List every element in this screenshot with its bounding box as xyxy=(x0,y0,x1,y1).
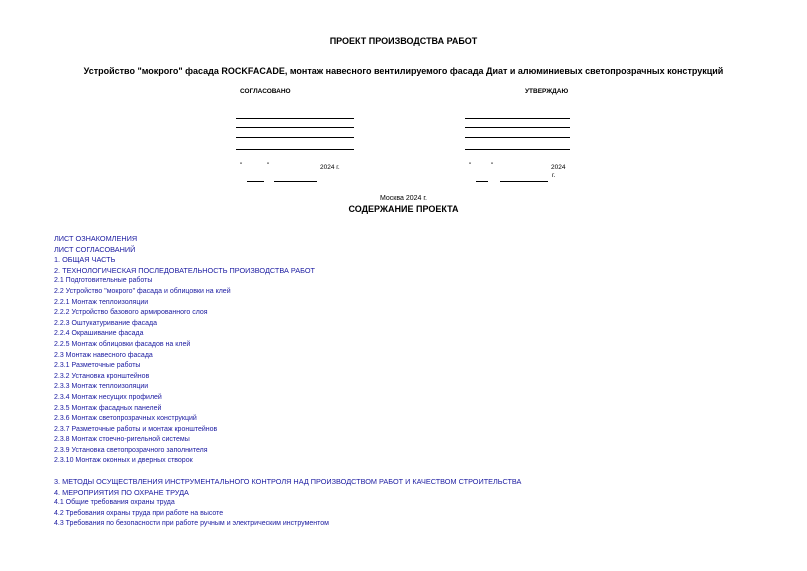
toc-link[interactable]: 4.1 Общие требования охраны труда xyxy=(54,499,175,507)
signature-line xyxy=(236,127,354,128)
table-of-contents xyxy=(54,234,521,530)
month-blank-line xyxy=(500,181,548,182)
signature-line xyxy=(236,137,354,138)
toc-link[interactable]: 2.2.3 Оштукатуривание фасада xyxy=(54,319,157,327)
signature-line xyxy=(465,127,570,128)
date-quote-open: " xyxy=(469,162,472,169)
toc-link[interactable]: 2.3.1 Разметочные работы xyxy=(54,362,141,370)
date-quote-open: " xyxy=(240,162,243,169)
signature-line xyxy=(236,149,354,150)
toc-link[interactable]: 2.3.10 Монтаж оконных и дверных створок xyxy=(54,457,193,465)
toc-link[interactable]: 2.3 Монтаж навесного фасада xyxy=(54,351,153,359)
signature-line xyxy=(236,118,354,119)
project-subtitle: Устройство "мокрого" фасада ROCKFACADE, монтаж навесного вентилируемого фасада Диат и алюминиевых светопрозрачных конструкций xyxy=(83,66,724,76)
toc-link[interactable]: 4.2 Требования охраны труда при работе на высоте xyxy=(54,509,224,517)
approval-year: 2024 xyxy=(551,164,566,171)
toc-link[interactable]: 2.3.7 Разметочные работы и монтаж кронштейнов xyxy=(54,425,218,433)
date-quote-close: " xyxy=(491,162,494,169)
approval-year: 2024 г. xyxy=(320,164,340,171)
toc-link[interactable]: 4. МЕРОПРИЯТИЯ ПО ОХРАНЕ ТРУДА xyxy=(54,487,189,497)
day-blank-line xyxy=(247,181,264,182)
document-title: ПРОЕКТ ПРОИЗВОДСТВА РАБОТ xyxy=(329,36,478,46)
toc-link[interactable]: 3. МЕТОДЫ ОСУЩЕСТВЛЕНИЯ ИНСТРУМЕНТАЛЬНОГО КОНТРОЛЯ НАД ПРОИЗВОДСТВОМ РАБОТ И КАЧЕСТВОМ СТРОИТЕЛЬСТВА xyxy=(54,477,522,487)
approval-year-suffix: г. xyxy=(552,172,556,179)
signature-line xyxy=(465,149,570,150)
contents-heading: СОДЕРЖАНИЕ ПРОЕКТА xyxy=(348,204,459,214)
toc-link[interactable]: 2.3.5 Монтаж фасадных панелей xyxy=(54,404,162,412)
toc-link[interactable]: 2.3.6 Монтаж светопрозрачных конструкций xyxy=(54,415,197,423)
approval-heading-agreed: СОГЛАСОВАНО xyxy=(240,88,291,95)
toc-link[interactable]: 2.2.4 Окрашивание фасада xyxy=(54,330,144,338)
approval-heading-approve: УТВЕРЖДАЮ xyxy=(525,88,569,95)
toc-link[interactable]: 2.2 Устройство "мокрого" фасада и облицовки на клей xyxy=(54,287,231,295)
city-year: Москва 2024 г. xyxy=(379,195,427,202)
toc-link[interactable]: 4.3 Требования по безопасности при работе ручным и электрическим инструментом xyxy=(54,520,329,528)
toc-link[interactable]: 2.2.2 Устройство базового армированного слоя xyxy=(54,309,208,317)
toc-link[interactable]: 2.3.4 Монтаж несущих профилей xyxy=(54,393,162,401)
toc-link[interactable]: ЛИСТ СОГЛАСОВАНИЙ xyxy=(54,244,136,254)
date-quote-close: " xyxy=(267,162,270,169)
toc-link[interactable]: 2.2.5 Монтаж облицовки фасадов на клей xyxy=(54,340,191,348)
month-blank-line xyxy=(274,181,317,182)
signature-line xyxy=(465,137,570,138)
toc-link[interactable]: ЛИСТ ОЗНАКОМЛЕНИЯ xyxy=(54,234,138,243)
signature-line xyxy=(465,118,570,119)
day-blank-line xyxy=(476,181,488,182)
toc-link[interactable]: 2.3.3 Монтаж теплоизоляции xyxy=(54,383,149,391)
toc-link[interactable]: 2.3.8 Монтаж стоечно-ригельной системы xyxy=(54,436,190,444)
toc-link[interactable]: 2. ТЕХНОЛОГИЧЕСКАЯ ПОСЛЕДОВАТЕЛЬНОСТЬ ПРОИЗВОДСТВА РАБОТ xyxy=(54,265,315,275)
toc-link[interactable]: 2.1 Подготовительные работы xyxy=(54,277,153,285)
toc-link[interactable]: 1. ОБЩАЯ ЧАСТЬ xyxy=(54,255,116,265)
toc-link[interactable]: 2.2.1 Монтаж теплоизоляции xyxy=(54,298,149,306)
toc-link[interactable]: 2.3.9 Установка светопрозрачного заполнителя xyxy=(54,446,208,454)
toc-link[interactable]: 2.3.2 Установка кронштейнов xyxy=(54,372,150,380)
